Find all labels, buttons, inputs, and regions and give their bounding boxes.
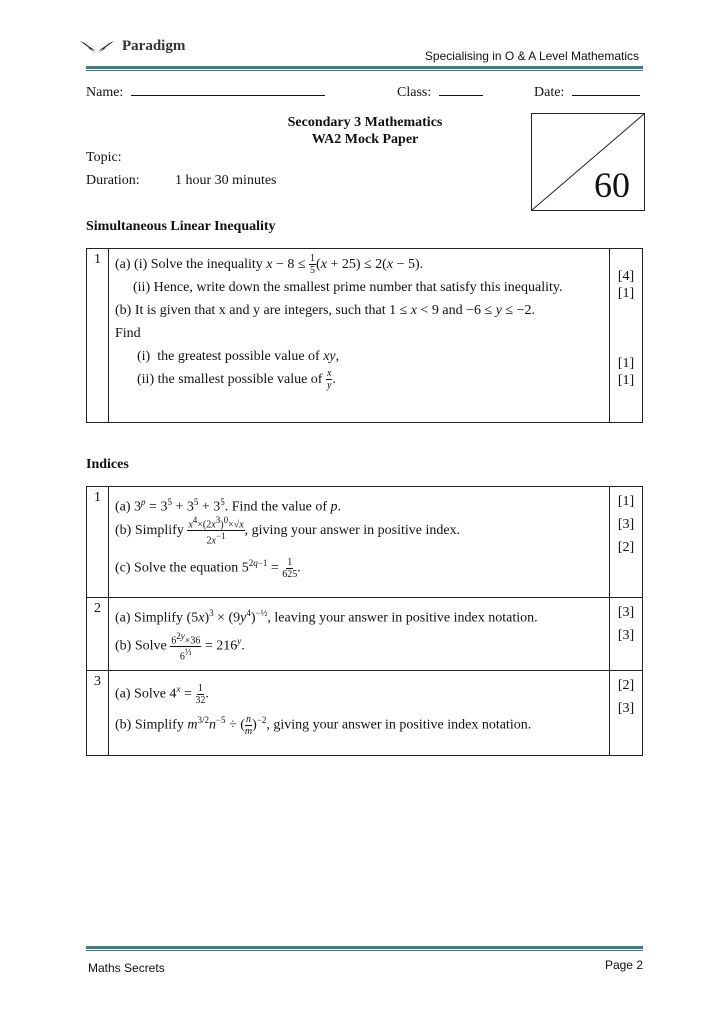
- brand-logo: [78, 38, 185, 55]
- score-box: [531, 113, 645, 211]
- question-line: (a) Solve $4^x$ = $\frac{1}{32}$ .: [115, 682, 209, 706]
- question-table: [86, 486, 643, 756]
- section-title: Simultaneous Linear Inequality: [86, 219, 276, 234]
- mark: [4]: [617, 269, 635, 284]
- date-label: Date:: [534, 85, 565, 100]
- marks-cell: [610, 671, 643, 756]
- class-blank: [439, 82, 483, 96]
- name-blank: [131, 82, 325, 96]
- class-field: [397, 82, 483, 101]
- mark: [3]: [617, 517, 635, 532]
- question-number: 3: [87, 671, 109, 756]
- header-rule: [86, 66, 643, 69]
- mark: [2]: [617, 678, 635, 693]
- paper-title: Secondary 3 Mathematics: [287, 115, 443, 130]
- question-line: (b) Simplify $m^{3/2}n^{-5}$ ÷ ( $\frac{n}{m}$ )$^{-2}$, giving your answer in positive index notation.: [115, 713, 532, 737]
- mark: [1]: [617, 494, 635, 509]
- mark: [3]: [617, 701, 635, 716]
- question-line: (ii) the smallest possible value of $\frac{x}{y}$ .: [137, 368, 336, 392]
- class-label: Class:: [397, 85, 432, 100]
- question-table: [86, 248, 643, 423]
- question-row: [87, 487, 643, 598]
- name-field: [86, 82, 325, 101]
- question-line: (a) Simplify $(5x)^3 \times (9y^4)^{-\frac{1}{2}}$, leaving your answer in positive index notation.: [115, 608, 538, 626]
- footer-rule-thin: [86, 950, 643, 951]
- section-title: Indices: [86, 457, 129, 472]
- mark: [3]: [617, 605, 635, 620]
- mark: [2]: [617, 540, 635, 555]
- mark: [3]: [617, 628, 635, 643]
- duration-label: Duration:: [86, 173, 140, 188]
- question-line: Find: [115, 326, 141, 341]
- question-body: [109, 249, 610, 423]
- question-line: (i) the greatest possible value of xy,: [137, 349, 340, 364]
- question-number: 1: [87, 249, 109, 423]
- marks-cell: [610, 487, 643, 598]
- duration-value: 1 hour 30 minutes: [175, 173, 277, 188]
- topic-label: Topic:: [86, 150, 122, 165]
- question-line: (b) Simplify $\frac{x^4\times(2x^3)^0\times√x}{2x^{-1}}$ , giving your answer in positive index.: [115, 514, 461, 547]
- question-body: [109, 671, 610, 756]
- question-row: [87, 671, 643, 756]
- mark: [1]: [617, 373, 635, 388]
- question-body: [109, 598, 610, 671]
- paper-subtitle: WA2 Mock Paper: [311, 132, 419, 147]
- question-row: [87, 598, 643, 671]
- header-tagline: Specialising in O & A Level Mathematics: [424, 49, 639, 63]
- mark: [1]: [617, 286, 635, 301]
- footer-brand: Maths Secrets: [88, 961, 165, 975]
- question-row: [87, 249, 643, 423]
- question-body: [109, 487, 610, 598]
- page-number: Page 2: [604, 958, 643, 972]
- date-field: [534, 82, 640, 101]
- wings-icon: [78, 39, 116, 55]
- header-rule-thin: [86, 70, 643, 71]
- footer-rule: [86, 946, 643, 949]
- date-blank: [572, 82, 640, 96]
- total-marks: 60: [594, 165, 630, 205]
- question-line: (a) $3^p = 3^5 + 3^5 + 3^5$. Find the value of p.: [115, 497, 342, 515]
- brand-name: Paradigm: [122, 38, 186, 54]
- question-line: (b) Solve $\frac{6^{2y}\times 36}{6^{\frac{1}{3}}}$ = $216^y$.: [115, 630, 245, 663]
- question-line: (ii) Hence, write down the smallest prime number that satisfy this inequality.: [133, 280, 563, 295]
- question-line: (a) (i) Solve the inequality x − 8 ≤ $\frac{1}{5}$ (x + 25) ≤ 2(x − 5).: [115, 253, 424, 277]
- question-line: (c) Solve the equation $5^{2q-1}$ = $\frac{1}{625}$ .: [115, 556, 301, 580]
- mark: [1]: [617, 356, 635, 371]
- name-label: Name:: [86, 85, 124, 100]
- marks-cell: [610, 249, 643, 423]
- marks-cell: [610, 598, 643, 671]
- question-number: 2: [87, 598, 109, 671]
- question-number: 1: [87, 487, 109, 598]
- question-line: (b) It is given that x and y are integers, such that 1 ≤ x < 9 and −6 ≤ y ≤ −2.: [115, 303, 536, 318]
